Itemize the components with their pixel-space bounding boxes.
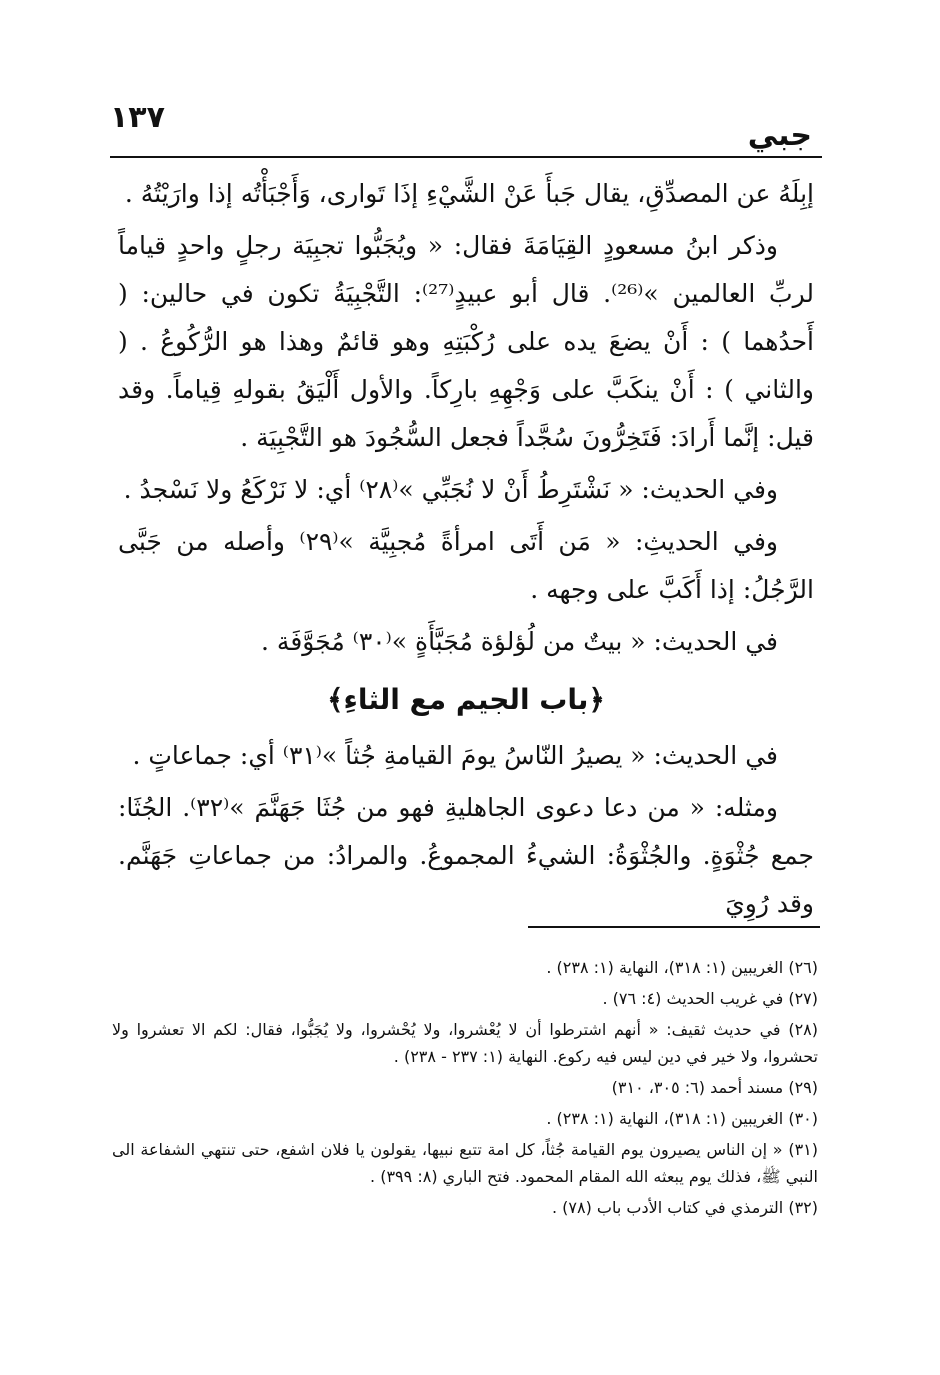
main-text bbox=[118, 170, 814, 932]
footnotes bbox=[112, 954, 818, 1225]
paragraph-5: في الحديث: « بيتٌ من لُؤلؤة مُجَبَّأَةٍ »⁽٣٠⁾ مُجَوَّفَة . bbox=[261, 627, 778, 656]
paragraph-4: وفي الحديثِ: « مَن أَتَى امرأةً مُجبِيَّة »⁽٢٩⁾ وأصله من جَبَّى الرَّجُلُ: إذا أَكَبَّ على وجهه . bbox=[118, 527, 814, 604]
footnote-26: (٢٦) الغريبين (١: ٣١٨)، النهاية (١: ٢٣٨) . bbox=[546, 958, 818, 977]
footnote-28: (٢٨) في حديث ثقيف: « أنهم اشترطوا أن لا يُعْشروا، ولا يُحْشروا، ولا يُجَبُّوا، فقال: لكم الا تعشروا ولا تحشروا، ولا خير في دين ليس فيه ركوع. النهاية (١: ٢٣٧ - ٢٣٨) . bbox=[112, 1020, 818, 1066]
chapter-title: ﴿باب الجيم مع الثاءِ﴾ bbox=[327, 683, 605, 716]
header-rule bbox=[110, 156, 822, 158]
footnote-31: (٣١) « إن الناس يصيرون يوم القيامة جُثاً، كل امة تتبع نبيها، يقولون يا فلان اشفع، حتى تنتهي الشفاعة الى النبي ﷺ، فذلك يوم يبعثه الله المقام المحمود. فتح الباري (٨: ٣٩٩) . bbox=[112, 1140, 818, 1186]
page-header bbox=[110, 92, 812, 152]
paragraph-1: إبِلَهُ عن المصدِّقِ، يقال جَبأَ عَنْ الشَّيْءِ إذَا تَوارى، وَأَجْبَأْتُه إذا وارَيْتُهُ . bbox=[124, 179, 814, 208]
footnote-rule bbox=[528, 926, 820, 928]
paragraph-3: وفي الحديث: « نَشْتَرِطُ أَنْ لا نُجَبِّي »⁽٢٨⁾ أي: لا نَرْكَعُ ولا نَسْجدُ . bbox=[123, 475, 778, 504]
footnote-27: (٢٧) في غريب الحديث (٤: ٧٦) . bbox=[602, 989, 818, 1008]
footnote-29: (٢٩) مسند أحمد (٦: ٣٠٥، ٣١٠) bbox=[611, 1078, 818, 1097]
page-number: ١٣٧ bbox=[110, 100, 165, 135]
footnote-30: (٣٠) الغريبين (١: ٣١٨)، النهاية (١: ٢٣٨) . bbox=[546, 1109, 818, 1128]
paragraph-2: وذكر ابنُ مسعودٍ القِيَامَةَ فقال: « ويُجَبُّوا تجبِيَة رجلٍ واحدٍ قياماً لربِّ العالمين »⁽²⁶⁾. قال أبو عبيدٍ⁽²⁷⁾: التَّجْبِيَةُ تكون في حالين: ( أَحدُهما ) : أَنْ يضعَ يده على رُكْبَتِهِ وهو قائمٌ وهذا هو الرُّكُوعُ . ( والثاني ) : أَنْ ينكَبَّ على وَجْهِهِ بارِكاً. والأول أَلْيَقُ بقولهِ قِياماً. وقد قيل: إنَّما أَرادَ: فَتَخِرُّونَ سُجَّداً فجعل السُّجُودَ هو التَّجْبِيَة . bbox=[118, 231, 814, 452]
footnote-32: (٣٢) الترمذي في كتاب الأدب باب (٧٨) . bbox=[551, 1198, 818, 1217]
paragraph-6: في الحديث: « يصيرُ النّاسُ يومَ القيامةِ جُثاً »⁽٣١⁾ أي: جماعاتٍ . bbox=[132, 741, 778, 770]
running-head: جبي bbox=[747, 118, 812, 153]
paragraph-7: ومثله: « من دعا دعوى الجاهليةِ فهو من جُثَا جَهَنَّمَ »⁽٣٢⁾. الجُثَا: جمع جُثْوَةٍ. والجُثْوَةُ: الشيءُ المجموعُ. والمرادُ: من جماعاتِ جَهَنَّم. وقد رُوِيَ bbox=[118, 793, 814, 918]
